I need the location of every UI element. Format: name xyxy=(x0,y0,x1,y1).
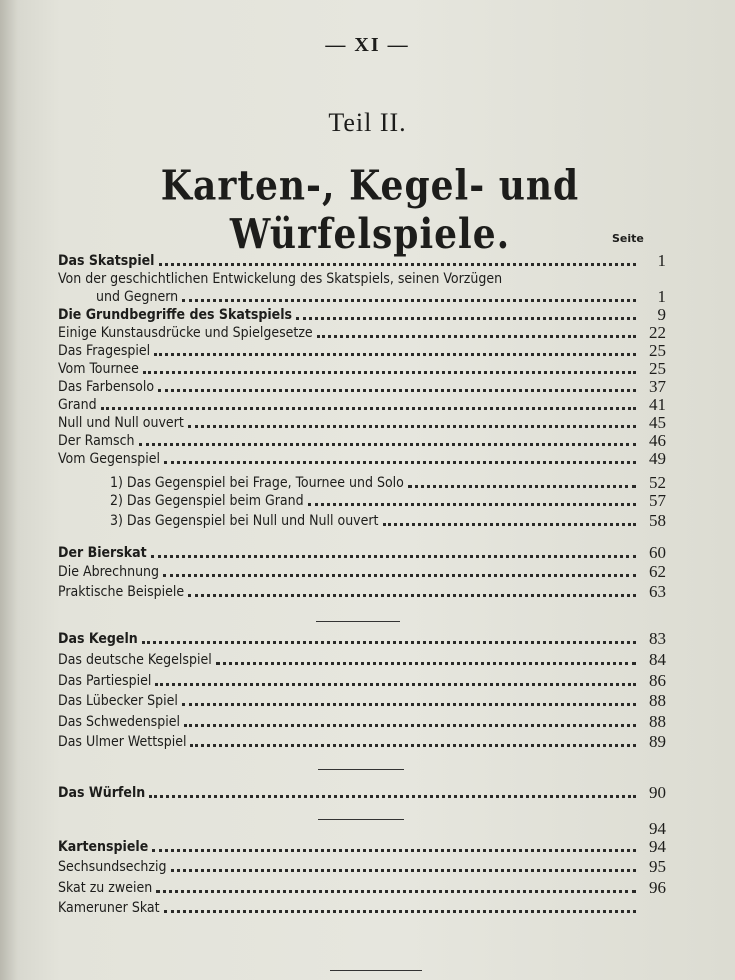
leader-dots xyxy=(164,461,636,464)
leader-dots xyxy=(158,389,636,392)
toc-entry-page: 89 xyxy=(649,732,666,751)
toc-entry-page: 46 xyxy=(649,431,666,450)
toc-entry-title: Der Bierskat xyxy=(58,545,147,561)
part-heading: Teil II. xyxy=(328,108,407,137)
toc-subentry xyxy=(110,492,666,510)
toc-entry-title: Das Schwedenspiel xyxy=(58,714,180,730)
toc-entry-title: 1) Das Gegenspiel bei Frage, Tournee und Solo xyxy=(110,475,404,491)
toc-entry-page: 37 xyxy=(649,377,666,396)
toc-entry-title: Das Würfeln xyxy=(58,785,146,801)
toc-subentry xyxy=(110,474,666,492)
toc-entry-title: Grand xyxy=(58,397,97,413)
toc-entry xyxy=(58,630,666,648)
toc-entry-title-continued: und Gegnern xyxy=(96,289,179,305)
toc-entry-title: Das Farbensolo xyxy=(58,379,155,395)
toc-entry xyxy=(58,450,666,468)
toc-entry-page: 60 xyxy=(649,543,666,562)
toc-entry-title: Von der geschichtlichen Entwickelung des Skatspiels, seinen Vorzügen xyxy=(58,271,503,287)
toc-entry xyxy=(58,651,666,669)
section-divider xyxy=(316,621,400,622)
toc-entry xyxy=(58,784,666,802)
leader-dots xyxy=(151,555,636,558)
toc-entry xyxy=(58,324,666,342)
toc-entry-page: 22 xyxy=(649,323,666,342)
leader-dots xyxy=(317,335,636,338)
leader-dots xyxy=(164,910,636,913)
toc-entry-title: Die Abrechnung xyxy=(58,564,160,580)
toc-entry-title: 3) Das Gegenspiel bei Null und Null ouvert xyxy=(110,513,379,529)
toc-entry-page: 86 xyxy=(649,671,666,690)
leader-dots xyxy=(171,869,636,872)
section-divider xyxy=(318,769,404,770)
toc-entry-title: Der Ramsch xyxy=(58,433,135,449)
toc-entry xyxy=(58,378,666,396)
page-number: — XI — xyxy=(325,34,410,56)
toc-entry-page: 52 xyxy=(649,473,666,492)
toc-entry xyxy=(58,563,666,581)
leader-dots xyxy=(190,744,636,747)
toc-entry-title: Kartenspiele xyxy=(58,839,149,855)
toc-entry-title: Sechsundsechzig xyxy=(58,859,167,875)
toc-entry-title: Vom Gegenspiel xyxy=(58,451,161,467)
leader-dots xyxy=(154,353,636,356)
toc-entry xyxy=(58,583,666,601)
toc-entry-page: 62 xyxy=(649,562,666,581)
toc-entry-page: 25 xyxy=(649,341,666,360)
leader-dots xyxy=(142,641,636,644)
toc-entry xyxy=(58,899,666,917)
leader-dots xyxy=(184,724,636,727)
leader-dots xyxy=(143,371,636,374)
leader-dots xyxy=(155,683,636,686)
leader-dots xyxy=(308,503,636,506)
leader-dots xyxy=(188,425,636,428)
toc-entry-page: 88 xyxy=(649,691,666,710)
toc-entry xyxy=(58,713,666,731)
toc-entry-title: 2) Das Gegenspiel beim Grand xyxy=(110,493,304,509)
toc-entry xyxy=(58,432,666,450)
leader-dots xyxy=(383,523,637,526)
leader-dots xyxy=(163,574,636,577)
section-divider xyxy=(330,970,422,971)
toc-entry-page: 1 xyxy=(657,287,666,306)
leader-dots xyxy=(159,263,637,266)
leader-dots xyxy=(188,594,636,597)
toc-entry-title: Das Skatspiel xyxy=(58,253,155,269)
toc-subentry xyxy=(110,512,666,530)
toc-entry-title: Das Fragespiel xyxy=(58,343,151,359)
toc-entry-page: 9 xyxy=(657,305,666,324)
toc-entry-title: Das Ulmer Wettspiel xyxy=(58,734,187,750)
toc-entry xyxy=(58,838,666,856)
toc-entry-page: 1 xyxy=(657,251,666,270)
toc-entry xyxy=(58,414,666,432)
leader-dots xyxy=(139,443,636,446)
page-title: Karten-, Kegel- und Würfelspiele. xyxy=(160,161,580,259)
toc-entry-page: 96 xyxy=(649,878,666,897)
toc-entry xyxy=(58,544,666,562)
toc-entry-page: 84 xyxy=(649,650,666,669)
toc-entry xyxy=(58,342,666,360)
toc-entry xyxy=(58,306,666,324)
toc-entry-page: 90 xyxy=(649,783,666,802)
toc-entry-title: Das Lübecker Spiel xyxy=(58,693,178,709)
leader-dots xyxy=(152,849,636,852)
toc-entry xyxy=(58,252,666,270)
toc-entry-title: Praktische Beispiele xyxy=(58,584,185,600)
toc-entry-page: 94 xyxy=(649,837,666,856)
toc-entry-page: 95 xyxy=(649,857,666,876)
toc-entry-page: 25 xyxy=(649,359,666,378)
toc-entry-page: 57 xyxy=(649,491,666,510)
leader-dots xyxy=(101,407,636,410)
toc-entry-title: Das Partiespiel xyxy=(58,673,152,689)
leader-dots xyxy=(296,317,636,320)
toc-entry-title: Die Grundbegriffe des Skatspiels xyxy=(58,307,293,323)
toc-entry-page: 94 xyxy=(649,819,666,838)
toc-entry xyxy=(58,733,666,751)
toc-entry xyxy=(58,396,666,414)
toc-entry xyxy=(58,360,666,378)
toc-entry-title: Null und Null ouvert xyxy=(58,415,184,431)
toc-entry-title: Vom Tournee xyxy=(58,361,139,377)
toc-entry-page: 45 xyxy=(649,413,666,432)
toc-entry-page: 49 xyxy=(649,449,666,468)
toc-entry-page: 41 xyxy=(649,395,666,414)
leader-dots xyxy=(182,703,636,706)
toc-entry-title: Skat zu zweien xyxy=(58,880,153,896)
toc-entry xyxy=(58,672,666,690)
toc-entry-page: 88 xyxy=(649,712,666,731)
toc-entry-title: Einige Kunstausdrücke und Spielgesetze xyxy=(58,325,313,341)
leader-dots xyxy=(408,485,636,488)
toc-entry-multiline xyxy=(58,270,666,288)
toc-entry-title: Das deutsche Kegelspiel xyxy=(58,652,212,668)
toc-entry xyxy=(58,692,666,710)
leader-dots xyxy=(182,299,636,302)
toc-entry xyxy=(58,858,666,876)
leader-dots xyxy=(216,662,636,665)
toc-entry xyxy=(58,879,666,897)
page-column-label: Seite xyxy=(612,232,644,245)
toc-page-only xyxy=(58,820,666,838)
toc-entry-title: Das Kegeln xyxy=(58,631,138,647)
toc-entry-title: Kameruner Skat xyxy=(58,900,160,916)
toc-entry-continuation xyxy=(96,288,666,306)
leader-dots xyxy=(156,890,636,893)
toc-entry-page: 83 xyxy=(649,629,666,648)
toc-entry-page: 58 xyxy=(649,511,666,530)
leader-dots xyxy=(149,795,636,798)
toc-entry-page: 63 xyxy=(649,582,666,601)
